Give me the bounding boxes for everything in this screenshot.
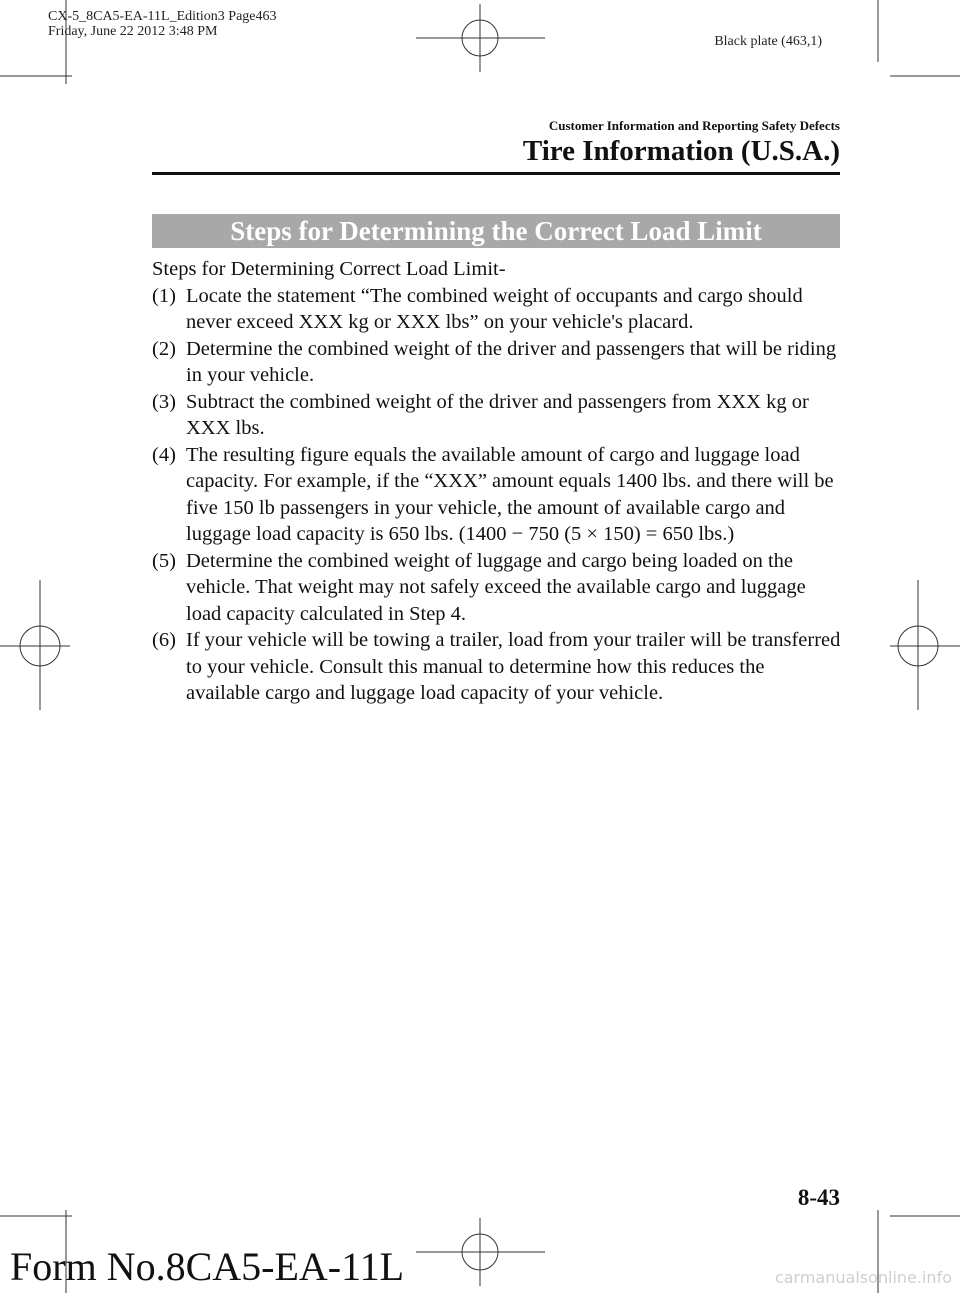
step-item <box>152 389 842 442</box>
step-item <box>152 627 842 707</box>
file-info: CX-5_8CA5-EA-11L_Edition3 Page463 <box>48 9 277 24</box>
section-body <box>152 256 842 707</box>
step-number: (3) <box>152 390 176 413</box>
section-banner: Steps for Determining the Correct Load Limit <box>152 214 840 248</box>
step-text: If your vehicle will be towing a trailer, load from your trailer will be transferred to your vehicle. Consult this manual to determine how this reduces the available cargo and luggage load capacity of your vehicle. <box>186 629 841 704</box>
step-item <box>152 283 842 336</box>
step-number: (5) <box>152 549 176 572</box>
header-rule <box>152 172 840 175</box>
step-text: Determine the combined weight of the driver and passengers that will be riding in your vehicle. <box>186 337 837 386</box>
date-info: Friday, June 22 2012 3:48 PM <box>48 24 218 39</box>
step-item <box>152 548 842 628</box>
form-number: Form No.8CA5-EA-11L <box>10 1244 405 1289</box>
step-number: (1) <box>152 284 176 307</box>
plate-info: Black plate (463,1) <box>714 34 822 49</box>
step-text: Locate the statement “The combined weight of occupants and cargo should never exceed XXX kg or XXX lbs” on your vehicle's placard. <box>186 284 803 333</box>
step-number: (6) <box>152 629 176 651</box>
step-item <box>152 442 842 548</box>
intro-text: Steps for Determining Correct Load Limit- <box>152 258 506 280</box>
step-text: Determine the combined weight of luggage and cargo being loaded on the vehicle. That weight may not safely exceed the available cargo and luggage load capacity calculated in Step 4. <box>186 549 806 625</box>
section-label: Customer Information and Reporting Safety Defects <box>548 118 840 133</box>
step-text: Subtract the combined weight of the driver and passengers from XXX kg or XXX lbs. <box>186 390 809 439</box>
page-number: 8-43 <box>797 1185 840 1210</box>
step-number: (2) <box>152 337 176 360</box>
step-number: (4) <box>152 443 176 466</box>
step-item <box>152 336 842 389</box>
step-text: The resulting figure equals the available amount of cargo and luggage load capacity. For example, if the “XXX” amount equals 1400 lbs. and there will be five 150 lb passengers in your vehicle, the amount of available cargo and luggage load capacity is 650 lbs. (1400 − 750 (5 × 150) = 650 lbs.) <box>186 443 834 545</box>
watermark: carmanualsonline.info <box>774 1268 952 1287</box>
chapter-title: Tire Information (U.S.A.) <box>522 135 840 167</box>
